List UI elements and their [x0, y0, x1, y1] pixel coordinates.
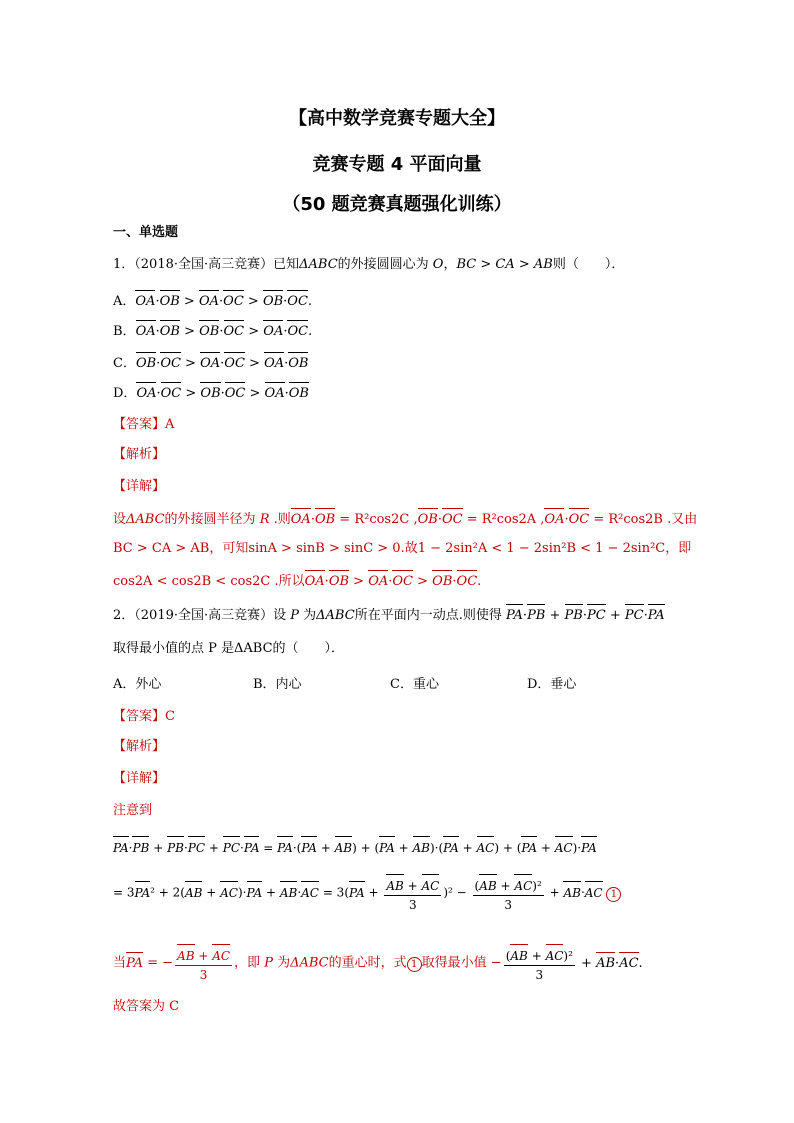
q1-stem: 1．（2018·全国·高三竞赛）已知ΔABC的外接圆圆心为 O，BC > CA > AB则（ ）．: [113, 257, 625, 272]
q2-option-b[interactable]: B．内心: [253, 677, 302, 692]
q2-option-c[interactable]: C．重心: [390, 677, 439, 692]
circled-one-icon-2: 1: [407, 957, 422, 972]
q2-option-d[interactable]: D．垂心: [527, 677, 577, 692]
q1-option-a[interactable]: A．OA·OB > OA·OC > OB·OC.: [113, 288, 312, 311]
section-heading: 一、单选题: [113, 225, 179, 240]
q2-options: [113, 676, 673, 694]
q2-option-a[interactable]: A．外心: [113, 677, 162, 692]
q2-equation-2: = 3PA² + 2(AB + AC)·PA + AB·AC = 3(PA + $\frac{AB + AC}{3}$ )² − $\frac{\text{(AB + AC)²}}{3}$ + AB·AC 1: [113, 872, 621, 914]
q2-stem: 2．（2019·全国·高三竞赛）设 P 为ΔABC所在平面内一动点.则使得 PA·PB + PB·PC + PC·PA: [113, 602, 665, 625]
q1-analysis-label: 【解析】: [113, 447, 166, 462]
circled-one-icon: 1: [606, 887, 621, 902]
q2-answer: 【答案】C: [113, 709, 175, 724]
q1-answer: 【答案】A: [113, 417, 175, 432]
q2-stem-line-2: 取得最小值的点 P 是ΔABC的（ ）．: [113, 641, 345, 656]
page-subtitle-2: （50 题竞赛真题强化训练）: [282, 194, 512, 215]
page-title: 【高中数学竞赛专题大全】: [289, 108, 505, 129]
q1-option-d[interactable]: D．OA·OC > OB·OC > OA·OB: [113, 380, 309, 403]
q1-detail-label: 【详解】: [113, 479, 166, 494]
q2-detail-label: 【详解】: [113, 771, 166, 786]
q1-solution-line-3: cos2A < cos2B < cos2C .所以OA·OB > OA·OC > OB·OC.: [113, 568, 481, 591]
q1-solution-line-2: BC > CA > AB，可知sinA > sinB > sinC > 0.故1 − 2sin²A < 1 − 2sin²B < 1 − 2sin²C，即: [113, 541, 692, 556]
q2-conclusion-line: 当PA = − $\frac{AB + AC}{3}$ ，即 P 为ΔABC的重心时，式 1 取得最小值 − $\frac{\text{(AB + AC)²}}{3}$ + AB·AC.: [113, 942, 643, 984]
q1-option-b[interactable]: B．OA·OB > OB·OC > OA·OC.: [113, 318, 312, 341]
page-subtitle: 竞赛专题 4 平面向量: [312, 154, 482, 175]
q2-analysis-label: 【解析】: [113, 739, 166, 754]
q1-solution-line-1: 设ΔABC的外接圆半径为 R .则OA·OB = R²cos2C ,OB·OC = R²cos2A ,OA·OC = R²cos2B .又由: [113, 506, 697, 529]
q2-final-answer: 故答案为 C: [113, 999, 180, 1014]
q2-note: 注意到: [113, 803, 153, 818]
q1-option-c[interactable]: C．OB·OC > OA·OC > OA·OB: [113, 350, 308, 373]
q2-equation-1: PA·PB + PB·PC + PC·PA = PA·(PA + AB) + (PA + AB)·(PA + AC) + (PA + AC)·PA: [113, 834, 597, 857]
